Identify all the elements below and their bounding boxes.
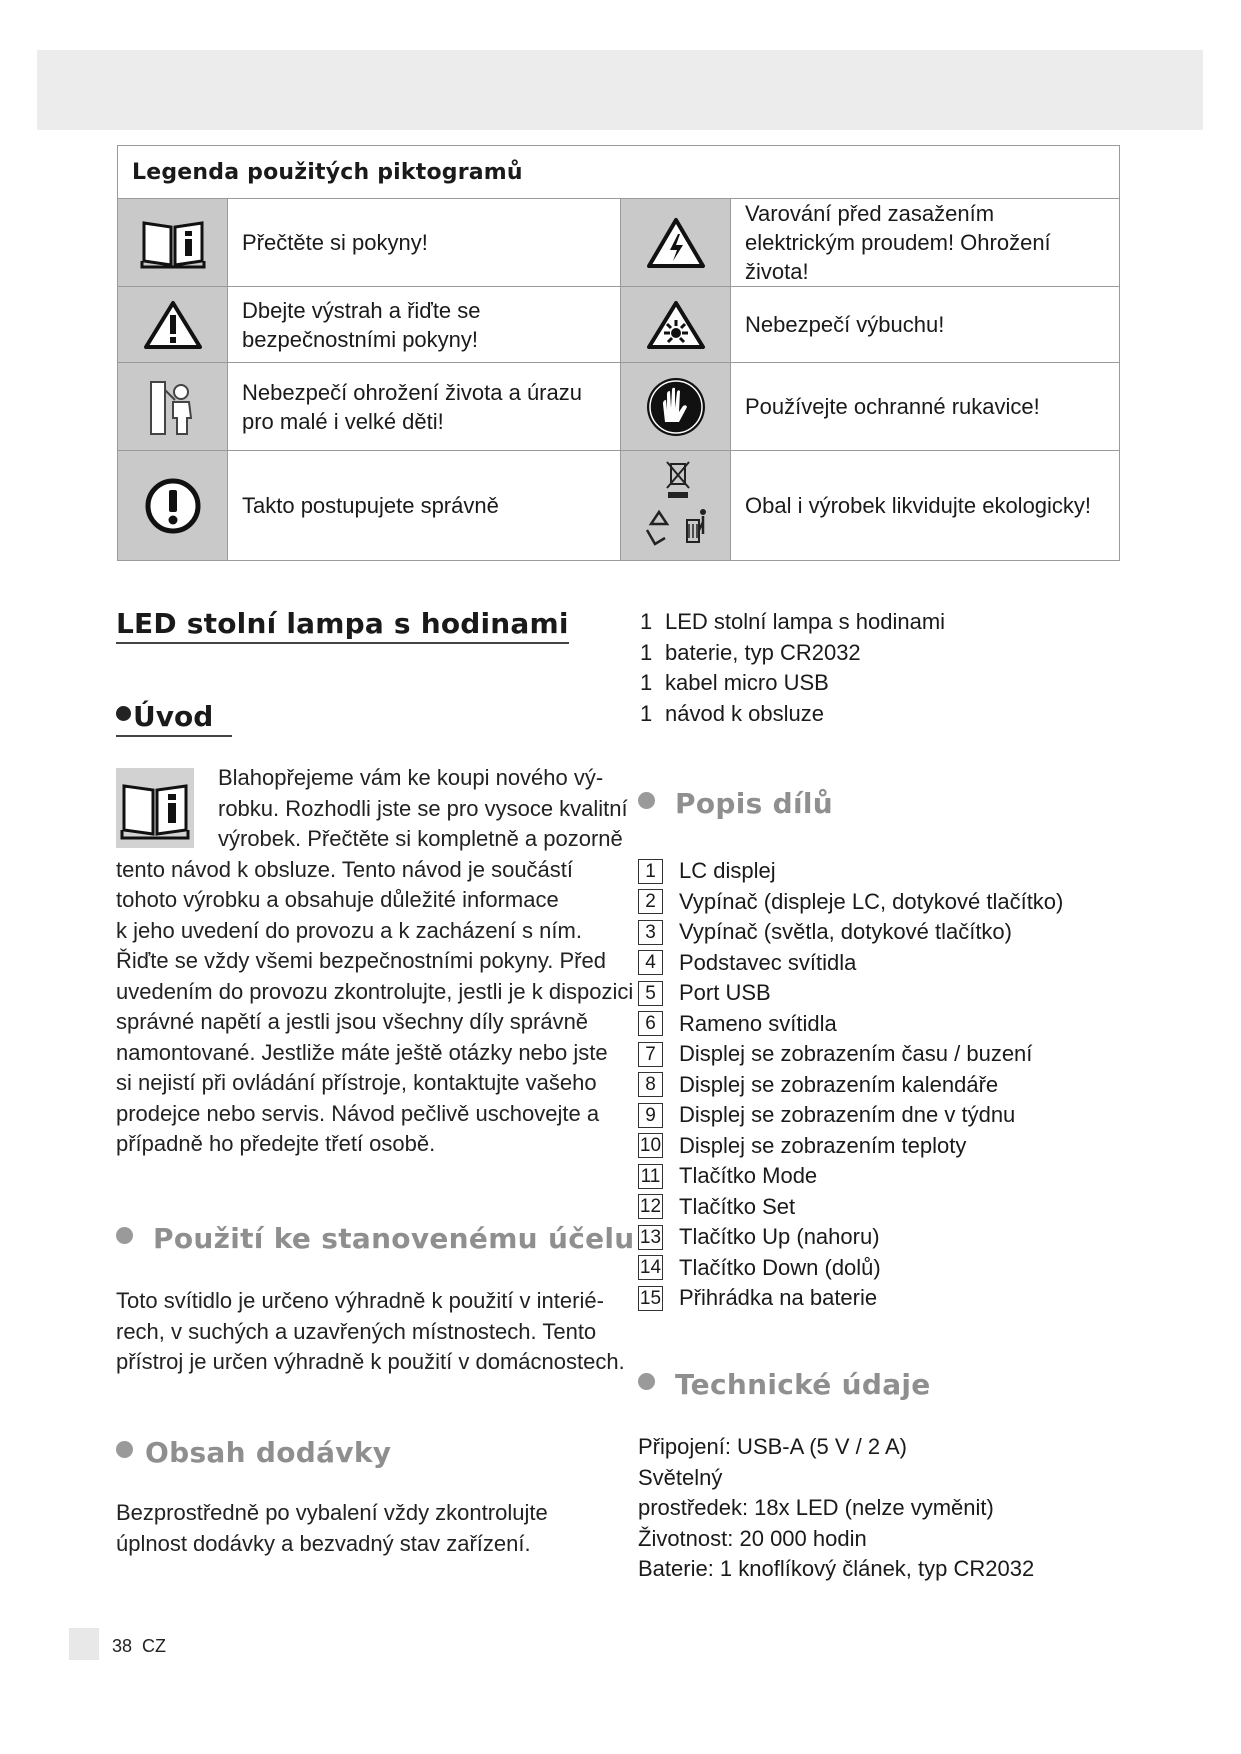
list-item bbox=[640, 638, 945, 669]
exclamation-circle-icon bbox=[118, 451, 228, 561]
item-qty: 1 bbox=[640, 609, 653, 634]
part-number: 1 bbox=[638, 859, 663, 884]
recycling-disposal-icon bbox=[621, 451, 731, 561]
bullet-dot bbox=[638, 792, 655, 809]
item-name: baterie, typ CR2032 bbox=[665, 639, 861, 665]
spec-line: prostředek: 18x LED (nelze vyměnit) bbox=[638, 1495, 994, 1520]
intro-line: prodejce nebo servis. Návod pečlivě uschovejte a bbox=[116, 1100, 600, 1126]
intro-line: k jeho uvedení do provozu a k zacházení s ním. bbox=[116, 917, 582, 943]
parts-heading-text: Popis dílů bbox=[675, 787, 833, 820]
part-row bbox=[638, 948, 1063, 979]
part-row bbox=[638, 1009, 1063, 1040]
legend-text: Nebezpečí výbuchu! bbox=[731, 287, 1120, 363]
intro-line: robku. Rozhodli jste se pro vysoce kvalitní bbox=[218, 795, 628, 821]
part-number: 2 bbox=[638, 889, 663, 914]
intended-use-paragraph bbox=[116, 1286, 625, 1378]
part-row bbox=[638, 1253, 1063, 1284]
intro-heading bbox=[116, 700, 232, 737]
part-row bbox=[638, 1283, 1063, 1314]
package-paragraph bbox=[116, 1498, 548, 1559]
intro-line: správné napětí a jestli jsou všechny díly správně bbox=[116, 1009, 589, 1034]
part-label: Vypínač (displeje LC, dotykové tlačítko) bbox=[679, 888, 1064, 914]
part-number: 10 bbox=[639, 1135, 662, 1157]
part-number: 15 bbox=[639, 1287, 662, 1309]
part-row bbox=[638, 1161, 1063, 1192]
bullet-dot bbox=[116, 706, 131, 721]
part-row bbox=[638, 1222, 1063, 1253]
part-number: 11 bbox=[638, 1164, 663, 1189]
part-row bbox=[638, 1192, 1063, 1223]
part-number: 14 bbox=[639, 1257, 662, 1279]
read-instructions-icon bbox=[118, 199, 228, 287]
part-label: Tlačítko Mode bbox=[679, 1163, 818, 1189]
warning-triangle-icon bbox=[118, 287, 228, 363]
legend-title: Legenda použitých piktogramů bbox=[118, 146, 1120, 199]
page-number: 38 bbox=[112, 1636, 133, 1656]
electric-shock-warning-icon bbox=[621, 199, 731, 287]
protective-gloves-icon bbox=[621, 363, 731, 451]
part-label: Port USB bbox=[679, 980, 771, 1006]
item-qty: 1 bbox=[640, 700, 653, 726]
part-label: Vypínač (světla, dotykové tlačítko) bbox=[679, 919, 1012, 945]
part-number: 3 bbox=[638, 920, 663, 945]
intro-line: Řiďte se vždy všemi bezpečnostními pokyny. Před bbox=[116, 948, 606, 973]
legend-text: Varování před zasažením elektrickým proudem! Ohrožení života! bbox=[731, 199, 1120, 287]
parts-list bbox=[638, 856, 1063, 1314]
part-label: Displej se zobrazením teploty bbox=[679, 1132, 967, 1158]
intended-use-heading-text: Použití ke stanovenému účelu bbox=[153, 1222, 635, 1255]
part-row bbox=[638, 1070, 1063, 1101]
technical-specs bbox=[638, 1432, 1034, 1585]
intro-line: výrobek. Přečtěte si kompletně a pozorně bbox=[218, 826, 623, 851]
package-line: úplnost dodávky a bezvadný stav zařízení. bbox=[116, 1530, 531, 1556]
part-row bbox=[638, 917, 1063, 948]
part-row bbox=[638, 1039, 1063, 1070]
explosion-warning-icon bbox=[621, 287, 731, 363]
part-number: 8 bbox=[638, 1072, 663, 1097]
intended-use-heading bbox=[116, 1222, 635, 1255]
part-number: 12 bbox=[639, 1196, 662, 1218]
part-label: Tlačítko Up (nahoru) bbox=[679, 1224, 880, 1250]
legend-text: Dbejte výstrah a řiďte se bezpečnostními pokyny! bbox=[228, 287, 621, 363]
part-number: 4 bbox=[638, 950, 663, 975]
parts-heading bbox=[638, 787, 833, 820]
package-line: Bezprostředně po vybalení vždy zkontrolujte bbox=[116, 1500, 548, 1525]
header-band bbox=[37, 50, 1203, 130]
spec-line: Baterie: 1 knoflíkový článek, typ CR2032 bbox=[638, 1556, 1035, 1581]
intro-line: uvedením do provozu zkontrolujte, jestli je k dispozici bbox=[116, 978, 634, 1004]
part-row bbox=[638, 978, 1063, 1009]
spec-line: Světelný bbox=[638, 1464, 723, 1490]
intended-use-line: přístroj je určen výhradně k použití v domácnostech. bbox=[116, 1349, 625, 1374]
bullet-dot bbox=[638, 1373, 655, 1390]
part-row bbox=[638, 1131, 1063, 1162]
list-item bbox=[640, 699, 945, 730]
intro-line: případně ho předejte třetí osobě. bbox=[116, 1131, 436, 1156]
bullet-dot bbox=[116, 1227, 133, 1244]
legend-text: Takto postupujete správně bbox=[228, 451, 621, 561]
list-item bbox=[640, 607, 945, 638]
item-name: LED stolní lampa s hodinami bbox=[665, 609, 946, 634]
part-label: Rameno svítidla bbox=[679, 1010, 837, 1036]
bullet-dot bbox=[116, 1441, 133, 1458]
legend-text: Přečtěte si pokyny! bbox=[228, 199, 621, 287]
part-number: 7 bbox=[638, 1042, 663, 1067]
technical-heading bbox=[638, 1368, 931, 1401]
footer-marker bbox=[69, 1628, 99, 1660]
technical-heading-text: Technické údaje bbox=[675, 1368, 931, 1401]
part-label: Podstavec svítidla bbox=[679, 949, 857, 975]
package-heading-text: Obsah dodávky bbox=[145, 1436, 392, 1469]
legend-text: Nebezpečí ohrožení života a úrazu pro malé i velké děti! bbox=[228, 363, 621, 451]
intro-paragraph-start bbox=[218, 763, 628, 855]
package-contents-list bbox=[640, 607, 945, 729]
read-instructions-icon bbox=[116, 768, 194, 848]
intro-heading-text: Úvod bbox=[133, 700, 214, 733]
part-label: Displej se zobrazením času / buzení bbox=[679, 1041, 1033, 1067]
part-label: Tlačítko Set bbox=[679, 1193, 796, 1219]
intended-use-line: rech, v suchých a uzavřených místnostech. Tento bbox=[116, 1318, 597, 1344]
part-row bbox=[638, 856, 1063, 887]
pictogram-legend-table bbox=[117, 145, 1120, 561]
part-row bbox=[638, 1100, 1063, 1131]
part-row bbox=[638, 887, 1063, 918]
intro-line: Blahopřejeme vám ke koupi nového vý- bbox=[218, 765, 604, 790]
child-danger-icon bbox=[118, 363, 228, 451]
language-code: CZ bbox=[142, 1636, 167, 1656]
package-heading bbox=[116, 1436, 391, 1469]
part-label: LC displej bbox=[679, 858, 776, 884]
intro-line: tento návod k obsluze. Tento návod je součástí bbox=[116, 856, 574, 882]
legend-text: Používejte ochranné rukavice! bbox=[731, 363, 1120, 451]
item-name: kabel micro USB bbox=[665, 670, 829, 695]
intro-line: si nejistí při ovládání přístroje, kontaktujte vašeho bbox=[116, 1070, 597, 1095]
spec-line: Připojení: USB-A (5 V / 2 A) bbox=[638, 1434, 908, 1459]
intended-use-line: Toto svítidlo je určeno výhradně k použití v interié- bbox=[116, 1288, 604, 1313]
intro-line: tohoto výrobku a obsahuje důležité informace bbox=[116, 887, 559, 912]
page-footer bbox=[112, 1636, 176, 1657]
spec-line: Životnost: 20 000 hodin bbox=[638, 1525, 867, 1551]
item-qty: 1 bbox=[640, 670, 653, 695]
legend-text: Obal i výrobek likvidujte ekologicky! bbox=[731, 451, 1120, 561]
part-label: Přihrádka na baterie bbox=[679, 1285, 878, 1311]
part-number: 9 bbox=[638, 1103, 663, 1128]
main-title: LED stolní lampa s hodinami bbox=[116, 607, 569, 644]
part-label: Displej se zobrazením kalendáře bbox=[679, 1071, 999, 1097]
item-name: návod k obsluze bbox=[665, 700, 824, 726]
intro-paragraph bbox=[116, 855, 633, 1160]
part-number: 5 bbox=[638, 981, 663, 1006]
part-label: Displej se zobrazením dne v týdnu bbox=[679, 1102, 1016, 1128]
intro-line: namontované. Jestliže máte ještě otázky nebo jste bbox=[116, 1039, 608, 1065]
item-qty: 1 bbox=[640, 639, 653, 665]
list-item bbox=[640, 668, 945, 699]
part-number: 13 bbox=[639, 1226, 662, 1248]
part-label: Tlačítko Down (dolů) bbox=[679, 1254, 881, 1280]
part-number: 6 bbox=[638, 1011, 663, 1036]
